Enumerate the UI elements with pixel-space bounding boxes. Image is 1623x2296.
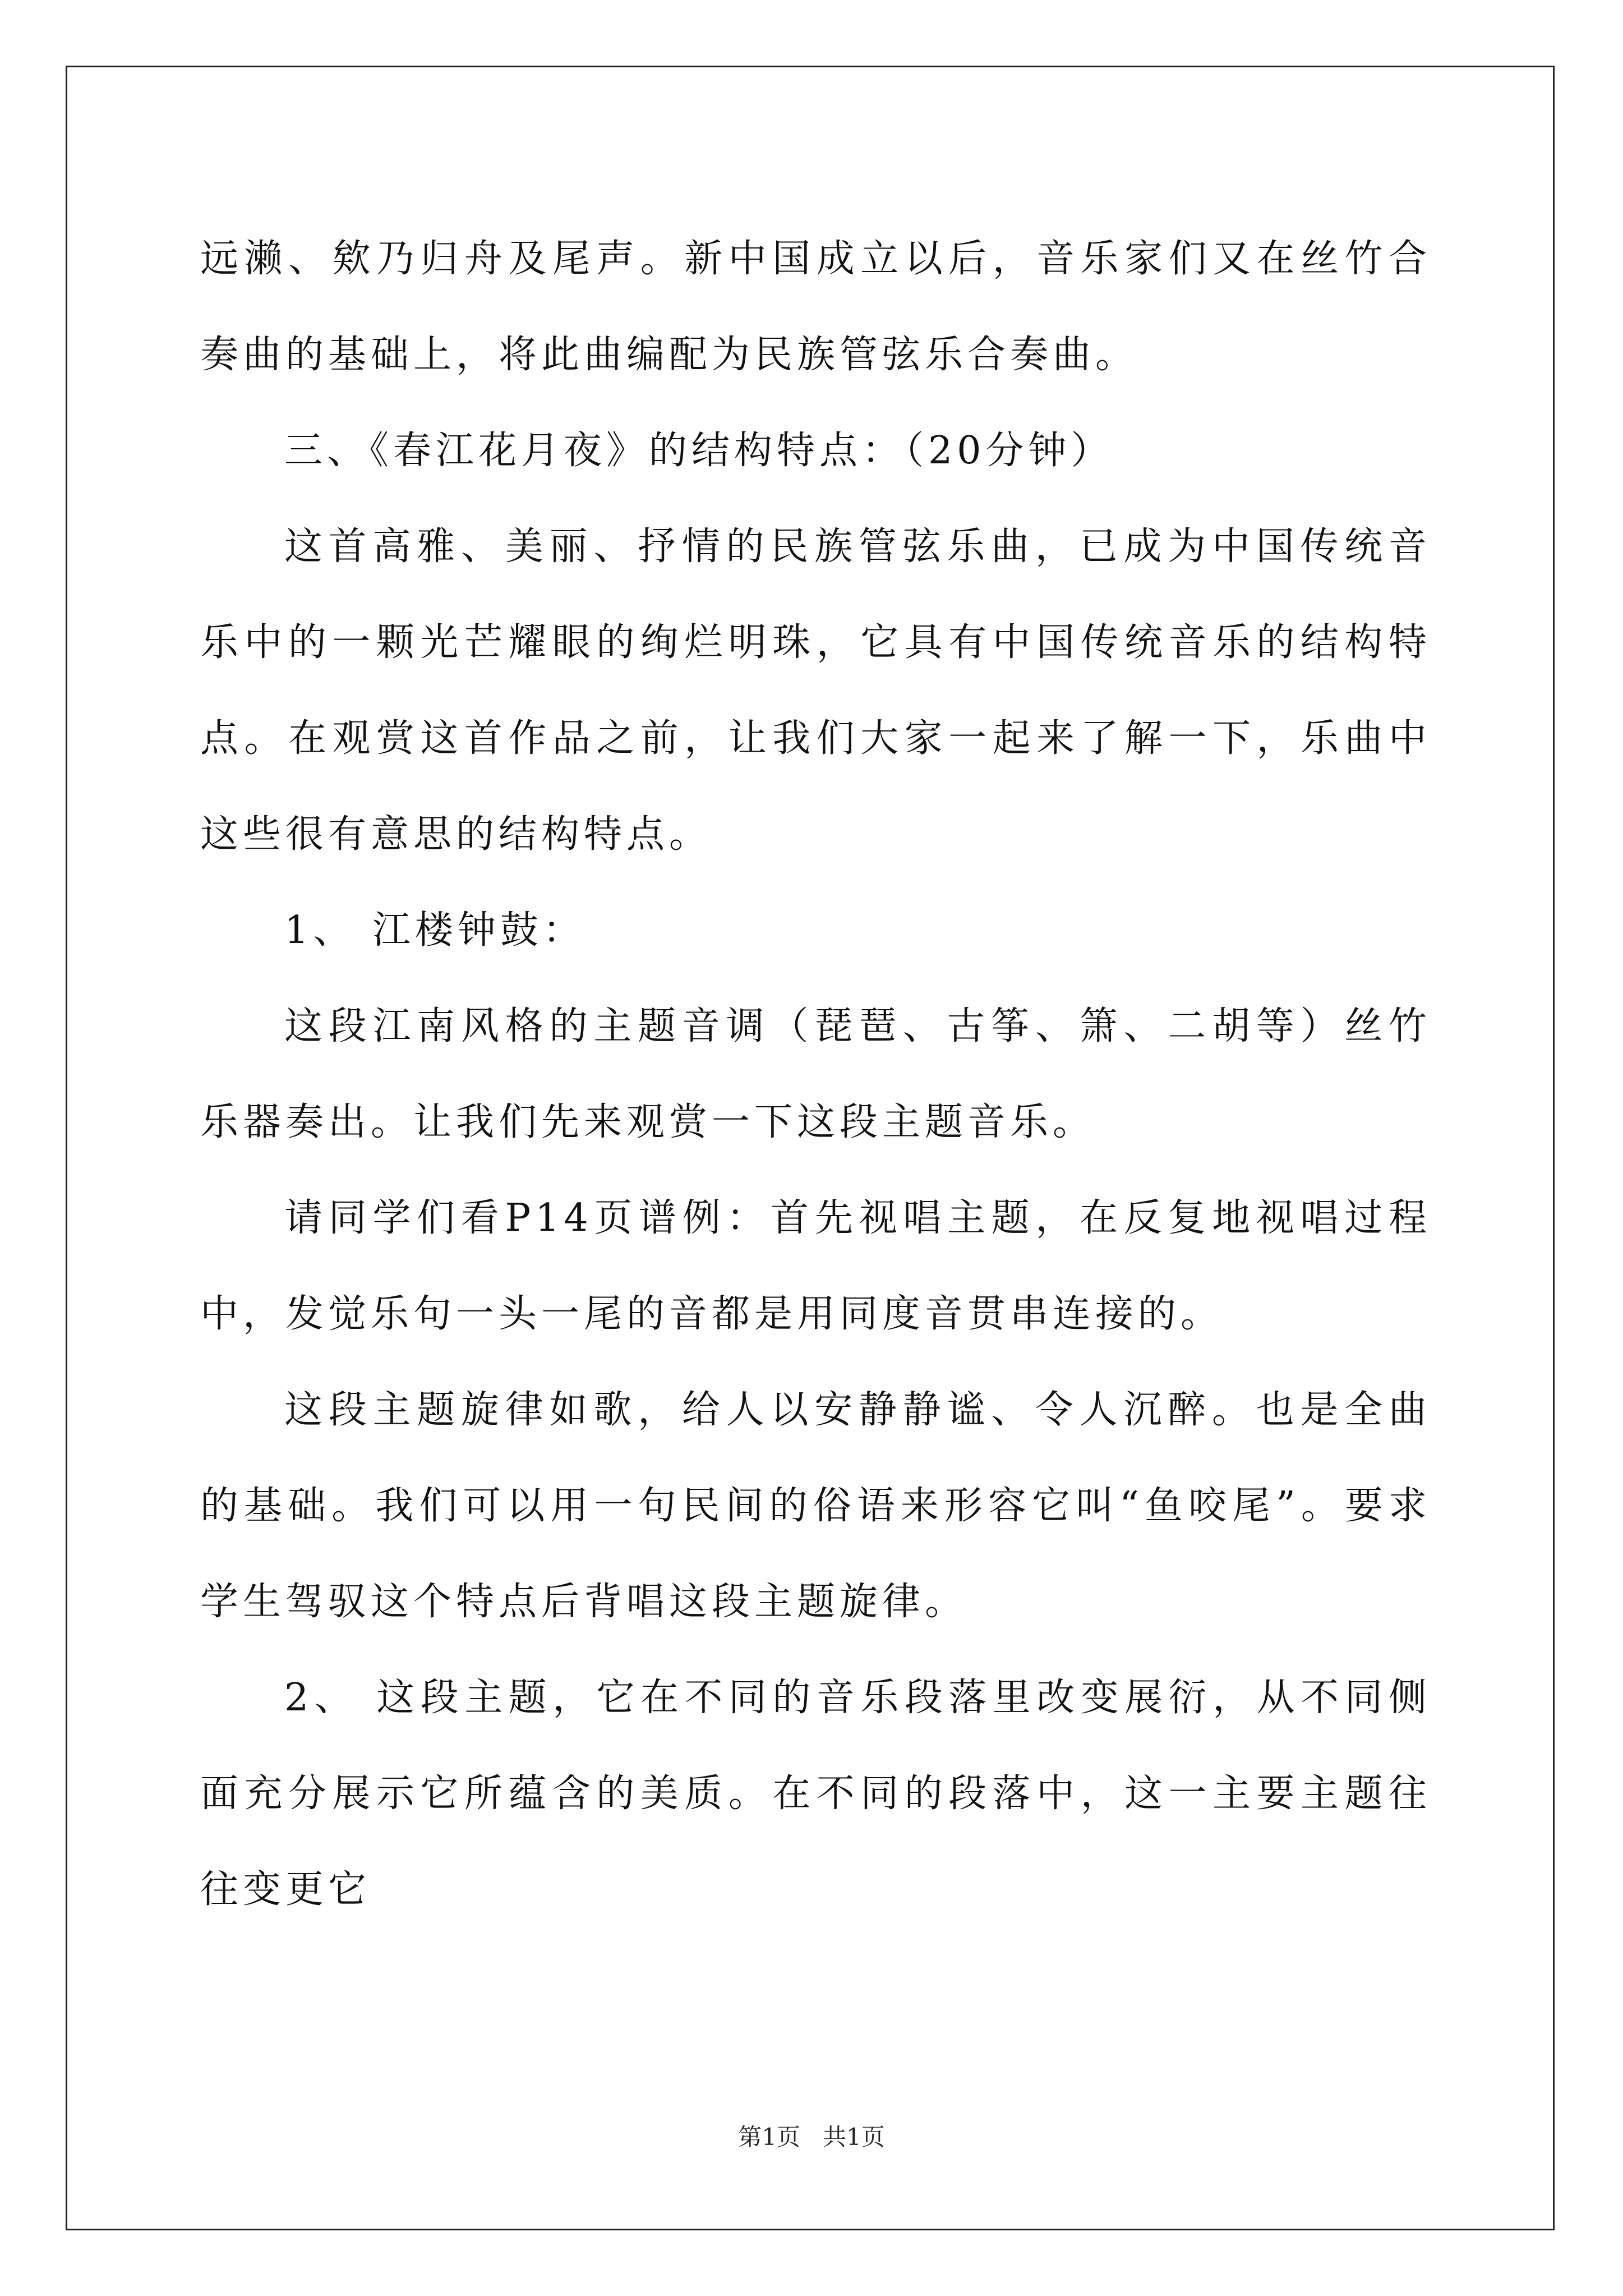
section-heading-structure: 三、《春江花月夜》的结构特点：（20分钟） [284,429,1114,473]
paragraph-7: 这段主题旋律如歌，给人以安静静谧、令人沉醉。也是全曲的基础。我们可以用一句民间的俗语来形容它叫“鱼咬尾”。要求学生驾驭这个特点后背唱这段主题旋律。 [200,1388,1431,1624]
page-number: 第1页 [738,2123,800,2151]
list-item-1-heading: 1、 江楼钟鼓： [284,908,585,953]
document-body [200,211,1431,1938]
paragraph-6: 请同学们看P14页谱例：首先视唱主题，在反复地视唱过程中，发觉乐句一头一尾的音都是用同度音贯串连接的。 [200,1196,1431,1336]
page-total: 共1页 [823,2123,885,2151]
page-footer [0,2123,1623,2151]
list-item-2: 2、 这段主题，它在不同的音乐段落里改变展衍，从不同侧面充分展示它所蕴含的美质。在不同的段落中，这一主要主题往往变更它 [200,1676,1431,1912]
paragraph-3: 这首高雅、美丽、抒情的民族管弦乐曲，已成为中国传统音乐中的一颗光芒耀眼的绚烂明珠，它具有中国传统音乐的结构特点。在观赏这首作品之前，让我们大家一起来了解一下，乐曲中这些很有意思的结构特点。 [200,524,1431,857]
paragraph-1: 远濑、欸乃归舟及尾声。新中国成立以后，音乐家们又在丝竹合奏曲的基础上，将此曲编配为民族管弦乐合奏曲。 [200,237,1431,377]
paragraph-5: 这段江南风格的主题音调（琵琶、古筝、箫、二胡等）丝竹乐器奏出。让我们先来观赏一下这段主题音乐。 [200,1004,1431,1144]
